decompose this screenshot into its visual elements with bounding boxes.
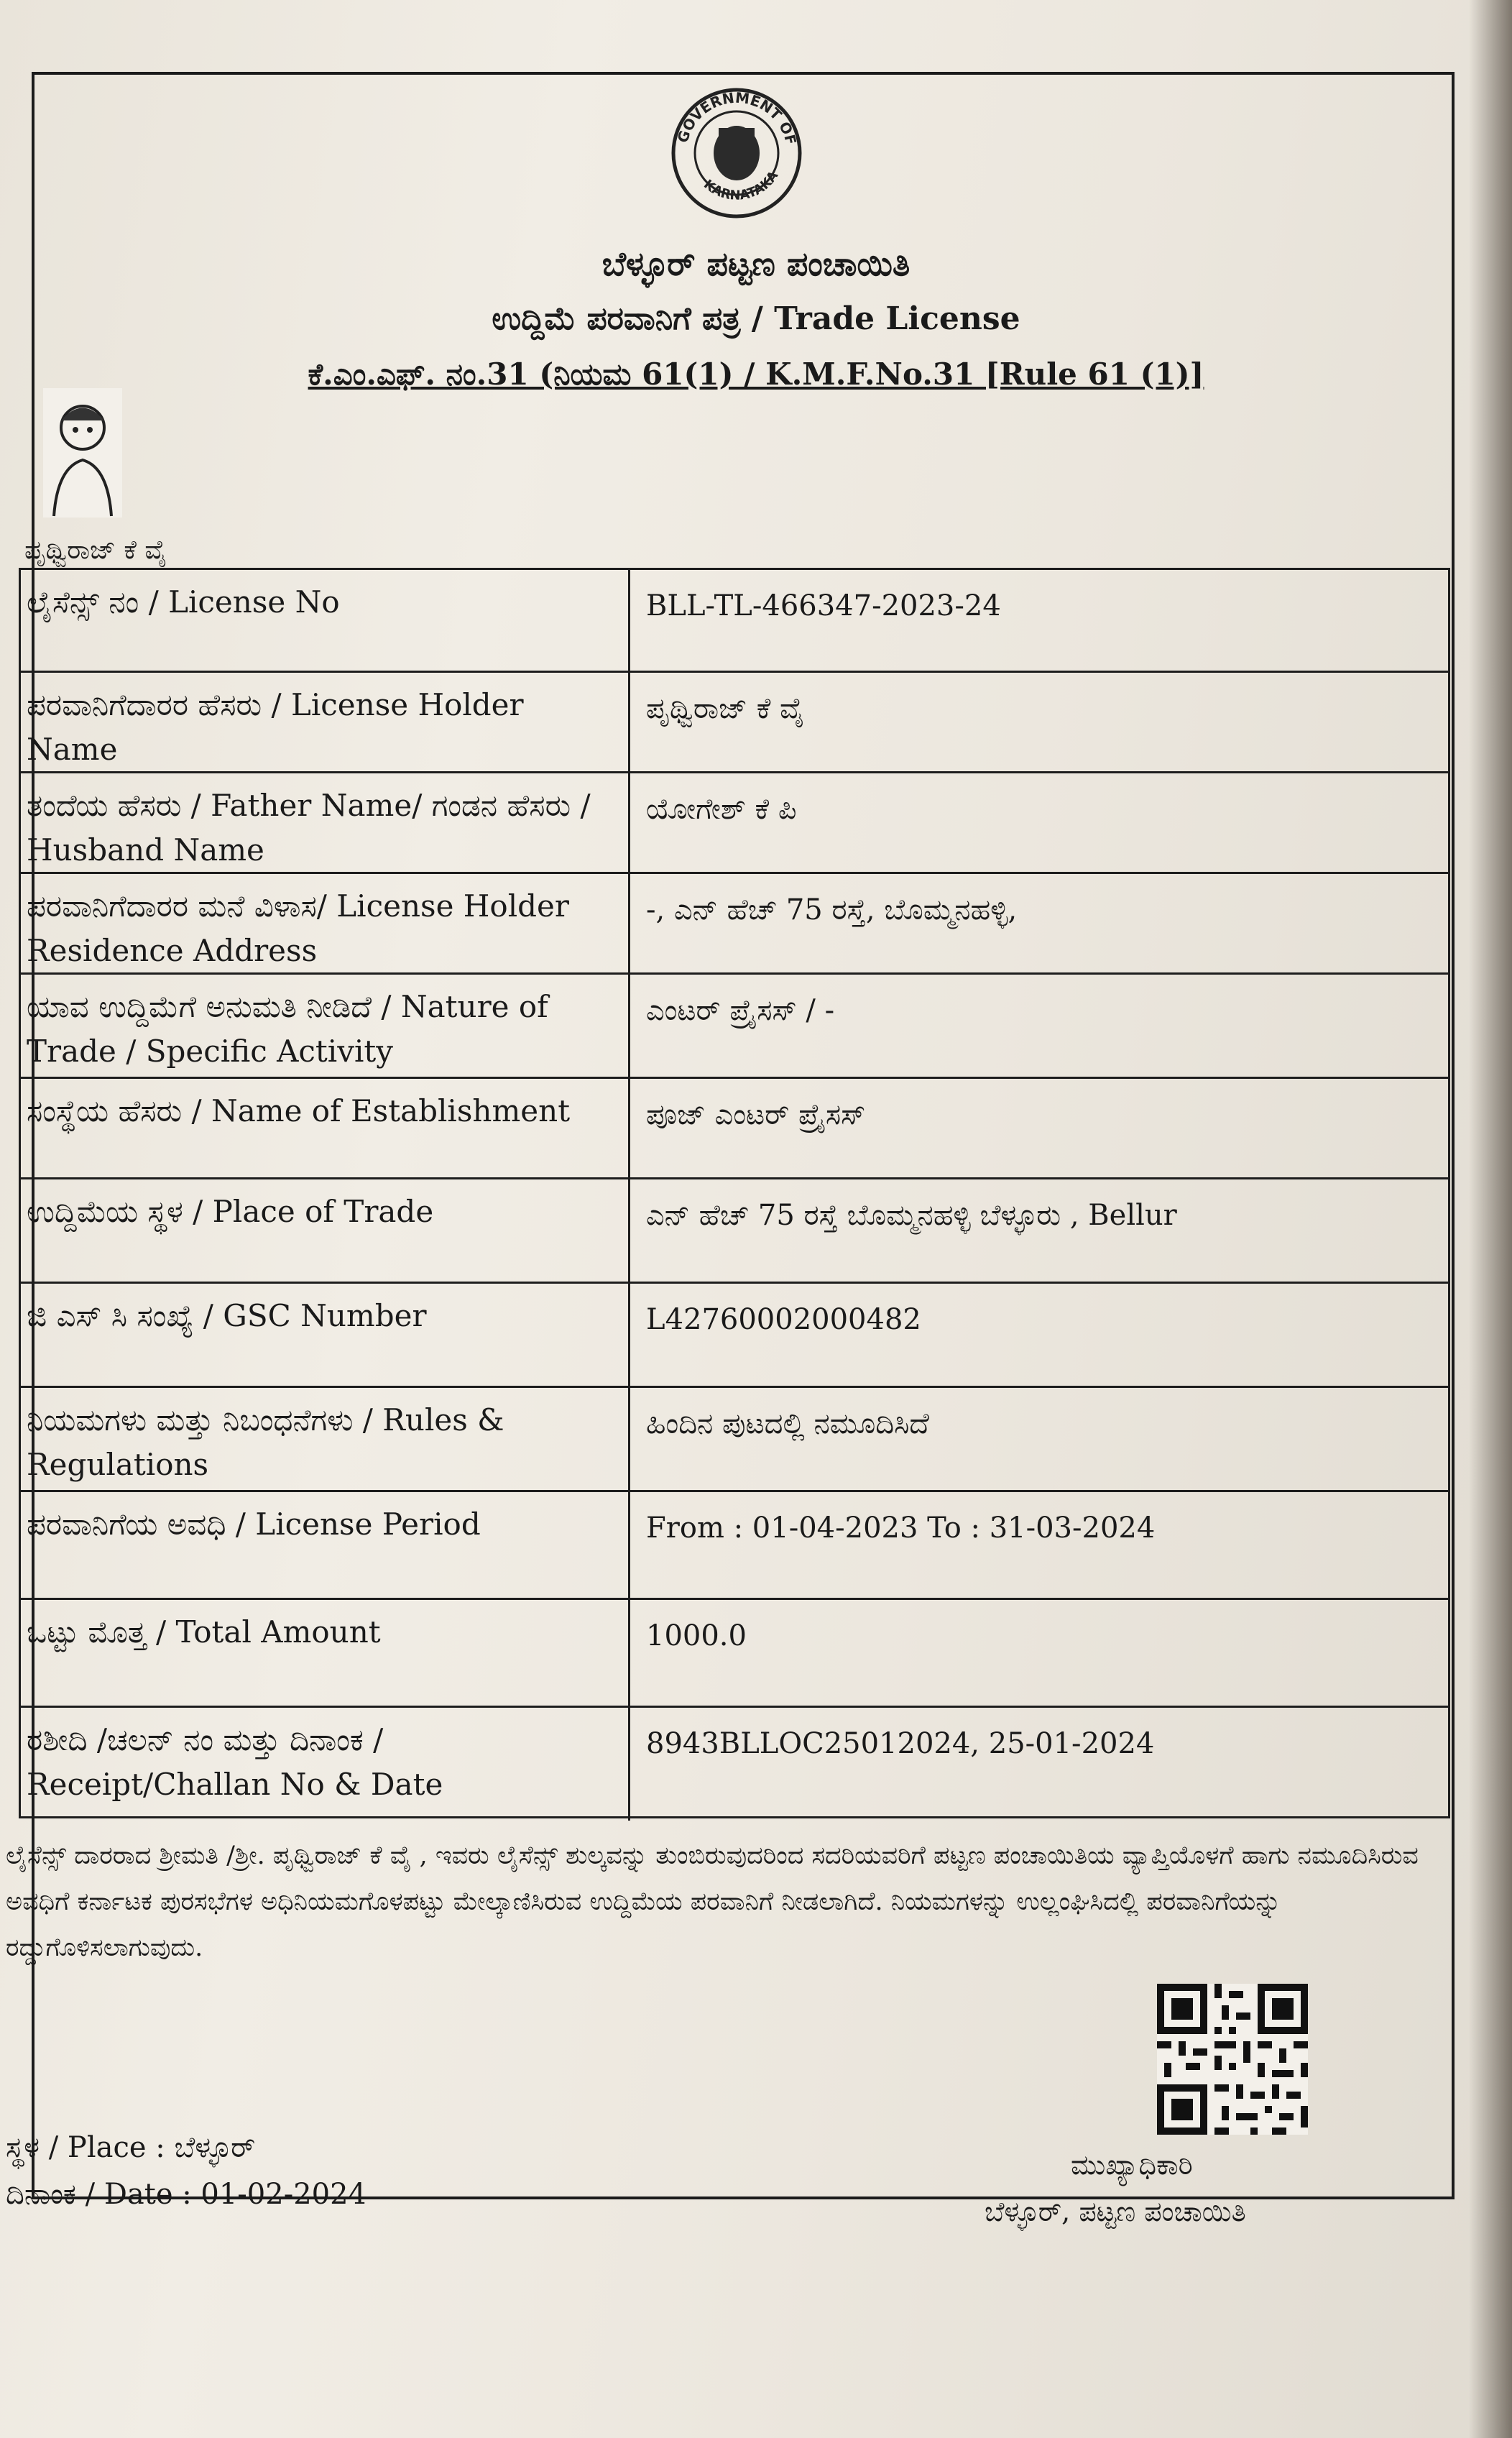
document-title: ಉದ್ದಿಮೆ ಪರವಾನಿಗೆ ಪತ್ರ / Trade License [492, 300, 1020, 337]
row-label: ಜಿ ಎಸ್ ಸಿ ಸಂಖ್ಯೆ / GSC Number [27, 1298, 427, 1333]
karnataka-emblem-seal [668, 85, 805, 221]
signatory-office: ಬೆಳ್ಳೂರ್, ಪಟ್ಟಣ ಪಂಚಾಯಿತಿ [985, 2196, 1246, 2227]
row-value: ಎಂಟರ್ ಪ್ರೈಸಸ್ / - [646, 994, 835, 1027]
table-row [21, 1177, 1448, 1282]
form-reference: ಕೆ.ಎಂ.ಎಫ್. ನಂ.31 (ನಿಯಮ 61(1) / K.M.F.No.31 [Rule 61 (1)] [308, 356, 1204, 392]
row-label: ಪರವಾನಿಗೆದಾರರ ಹೆಸರು / License Holder Name [27, 687, 524, 767]
qr-code [1157, 1980, 1308, 2138]
issuing-authority-title: ಬೆಳ್ಳೂರ್ ಪಟ್ಟಣ ಪಂಚಾಯಿತಿ [601, 244, 911, 283]
issue-date: ದಿನಾಂಕ / Date : 01-02-2024 [6, 2178, 367, 2211]
row-value: ಪೂಜ್ ಎಂಟರ್ ಪ್ರೈಸಸ್ [646, 1098, 866, 1131]
row-value: 8943BLLOC25012024, 25-01-2024 [646, 1727, 1155, 1760]
table-row [21, 972, 1448, 1077]
signatory-title: ಮುಖ್ಯಾಧಿಕಾರಿ [1071, 2149, 1193, 2181]
license-details-table [19, 568, 1450, 1818]
svg-text:KARNATAKA: KARNATAKA [701, 168, 782, 203]
row-label: ಯಾವ ಉದ್ದಿಮೆಗೆ ಅನುಮತಿ ನೀಡಿದೆ / Nature of Trade / Specific Activity [27, 989, 548, 1069]
table-row [21, 1386, 1448, 1490]
row-value: 1000.0 [646, 1619, 747, 1652]
row-label: ತಂದೆಯ ಹೆಸರು / Father Name/ ಗಂಡನ ಹೆಸರು / Husband Name [27, 788, 591, 868]
row-value: L42760002000482 [646, 1303, 921, 1336]
table-row [21, 771, 1448, 872]
row-value: ಎನ್ ಹೆಚ್ 75 ರಸ್ತೆ ಬೊಮ್ಮನಹಳ್ಳಿ ಬೆಳ್ಳೂರು , Bellur [646, 1199, 1177, 1232]
table-row [21, 1598, 1448, 1706]
table-row [21, 872, 1448, 972]
row-value: ಹಿಂದಿನ ಪುಟದಲ್ಲಿ ನಮೂದಿಸಿದೆ [646, 1407, 929, 1440]
table-row [21, 1706, 1448, 1821]
row-label: ಲೈಸೆನ್ಸ್ ನಂ / License No [27, 584, 340, 620]
row-label: ಉದ್ದಿಮೆಯ ಸ್ಥಳ / Place of Trade [27, 1194, 434, 1229]
license-statement-paragraph: ಲೈಸೆನ್ಸ್ ದಾರರಾದ ಶ್ರೀಮತಿ /ಶ್ರೀ. ಪೃಥ್ವಿರಾಜ್ ಕೆ ವೈ , ಇವರು ಲೈಸೆನ್ಸ್ ಶುಲ್ಕವನ್ನು ತುಂಬಿರುವುದರಿಂದ ಸದರಿಯವರಿಗೆ ಪಟ್ಟಣ ಪಂಚಾಯಿತಿಯ ವ್ಯಾಪ್ತಿಯೊಳಗೆ ಹಾಗು ನಮೂದಿಸಿರುವ ಅವಧಿಗೆ ಕರ್ನಾಟಕ ಪುರಸಭೆಗಳ ಅಧಿನಿಯಮಗೊಳಪಟ್ಟು ಮೇಲ್ಕಾಣಿಸಿರುವ ಉದ್ದಿಮೆಯ ಪರವಾನಿಗೆ ನೀಡಲಾಗಿದೆ. ನಿಯಮಗಳನ್ನು ಉಲ್ಲಂಘಿಸಿದಲ್ಲಿ ಪರವಾನಿಗೆಯನ್ನು ರದ್ದುಗೊಳಿಸಲಾಗುವುದು. [6, 1841, 1419, 1962]
table-row [21, 570, 1448, 671]
page-edge-shadow [1469, 0, 1512, 2438]
row-label: ಒಟ್ಟು ಮೊತ್ತ / Total Amount [27, 1614, 381, 1650]
row-value: BLL-TL-466347-2023-24 [646, 589, 1001, 622]
row-label: ಪರವಾನಿಗೆಯ ಅವಧಿ / License Period [27, 1506, 481, 1542]
table-row [21, 671, 1448, 771]
table-row [21, 1282, 1448, 1386]
svg-text:GOVERNMENT OF: GOVERNMENT OF [673, 88, 800, 147]
row-value: -, ಎನ್ ಹೆಚ್ 75 ರಸ್ತೆ, ಬೊಮ್ಮನಹಳ್ಳಿ, [646, 893, 1018, 926]
table-row [21, 1490, 1448, 1598]
row-value: ಯೋಗೇಶ್ ಕೆ ಪಿ [646, 793, 797, 826]
photo-caption: ಪೃಥ್ವಿರಾಜ್ ಕೆ ವೈ [24, 535, 167, 565]
row-value: ಪೃಥ್ವಿರಾಜ್ ಕೆ ವೈ [646, 692, 805, 725]
table-row [21, 1077, 1448, 1177]
row-label: ರಶೀದಿ /ಚಲನ್ ನಂ ಮತ್ತು ದಿನಾಂಕ / Receipt/Challan No & Date [27, 1722, 443, 1802]
row-label: ಪರವಾನಿಗೆದಾರರ ಮನೆ ವಿಳಾಸ/ License Holder Residence Address [27, 888, 569, 968]
license-holder-photo [43, 388, 122, 518]
row-value: From : 01-04-2023 To : 31-03-2024 [646, 1512, 1156, 1545]
row-label: ಸಂಸ್ಥೆಯ ಹೆಸರು / Name of Establishment [27, 1093, 571, 1128]
issue-place: ಸ್ಥಳ / Place : ಬೆಳ್ಳೂರ್ [6, 2131, 256, 2164]
row-label: ನಿಯಮಗಳು ಮತ್ತು ನಿಬಂಧನೆಗಳು / Rules & Regulations [27, 1402, 504, 1482]
